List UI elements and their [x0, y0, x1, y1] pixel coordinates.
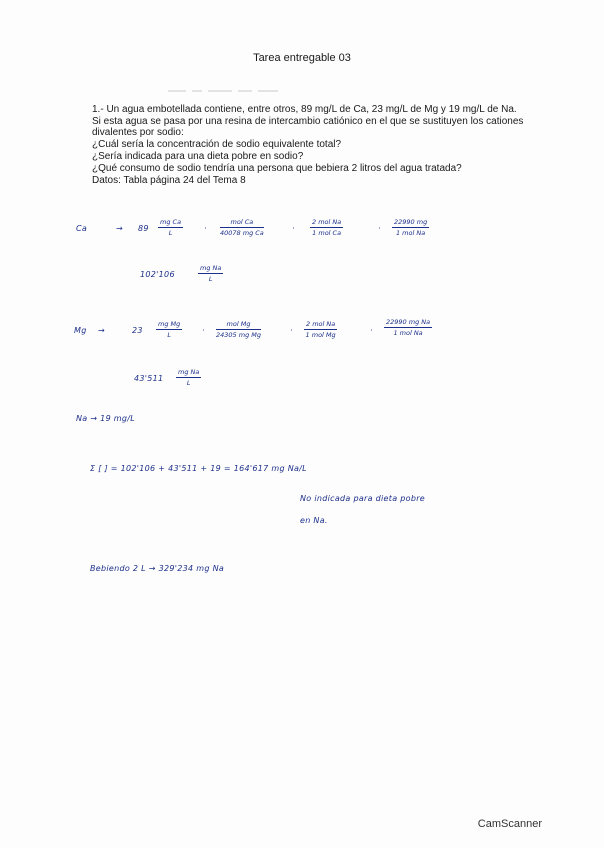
- problem-line-3: divalentes por sodio:: [92, 127, 184, 138]
- magnesium-fraction-4: 22990 mg Na 1 mol Na: [386, 318, 431, 337]
- magnesium-fraction-1: $\frac{\text{mg Mg}}{L}$: [158, 320, 181, 339]
- page-title: Tarea entregable 03: [253, 52, 351, 64]
- problem-line-1: 1.- Un agua embotellada contiene, entre otros, 89 mg/L de Ca, 23 mg/L de Mg y 19 mg/L de Na.: [92, 104, 517, 115]
- calcium-value: 89: [138, 224, 149, 233]
- calcium-result-unit: $\frac{\text{mg Na}}{L}$: [200, 264, 222, 283]
- magnesium-result: 43'511: [134, 374, 164, 383]
- drinking-result: Bebiendo 2 L → 329'234 mg Na: [90, 564, 225, 573]
- magnesium-arrow: →: [98, 326, 106, 335]
- problem-line-5: ¿Sería indicada para una dieta pobre en sodio?: [92, 151, 304, 162]
- magnesium-fraction-2: mol Mg 24305 mg Mg: [216, 320, 262, 339]
- calcium-fraction-4: 22990 mg 1 mol Na: [394, 218, 428, 237]
- calcium-fraction-3: 2 mol Na 1 mol Ca: [312, 218, 342, 237]
- camscanner-watermark: CamScanner: [477, 818, 542, 830]
- magnesium-value: 23: [132, 326, 143, 335]
- magnesium-label: Mg: [74, 326, 87, 335]
- total-sum: Σ [ ] = 102'106 + 43'511 + 19 = 164'617 mg Na/L: [90, 464, 307, 473]
- conclusion-line-2: en Na.: [300, 516, 328, 525]
- sodium-line: Na → 19 mg/L: [76, 414, 136, 423]
- calcium-result: 102'106: [140, 270, 175, 279]
- problem-line-4: ¿Cuál sería la concentración de sodio equivalente total?: [92, 139, 342, 150]
- problem-line-6: ¿Qué consumo de sodio tendría una persona que bebiera 2 litros del agua tratada?: [92, 163, 462, 174]
- calcium-fraction-1: $\frac{\text{mg Ca}}{L}$: [160, 218, 182, 237]
- calcium-label: Ca: [76, 224, 88, 233]
- faint-scan-marks: [168, 82, 398, 86]
- conclusion-line-1: No indicada para dieta pobre: [300, 494, 426, 503]
- magnesium-fraction-3: 2 mol Na 1 mol Mg: [305, 320, 336, 339]
- calcium-arrow: →: [116, 224, 124, 233]
- problem-line-2: Si esta agua se pasa por una resina de intercambio catiónico en el que se sustituyen los cationes: [92, 116, 524, 127]
- magnesium-result-unit: $\frac{\text{mg Na}}{L}$: [178, 368, 200, 387]
- problem-line-7: Datos: Tabla página 24 del Tema 8: [92, 175, 246, 186]
- calcium-fraction-2: mol Ca 40078 mg Ca: [220, 218, 264, 237]
